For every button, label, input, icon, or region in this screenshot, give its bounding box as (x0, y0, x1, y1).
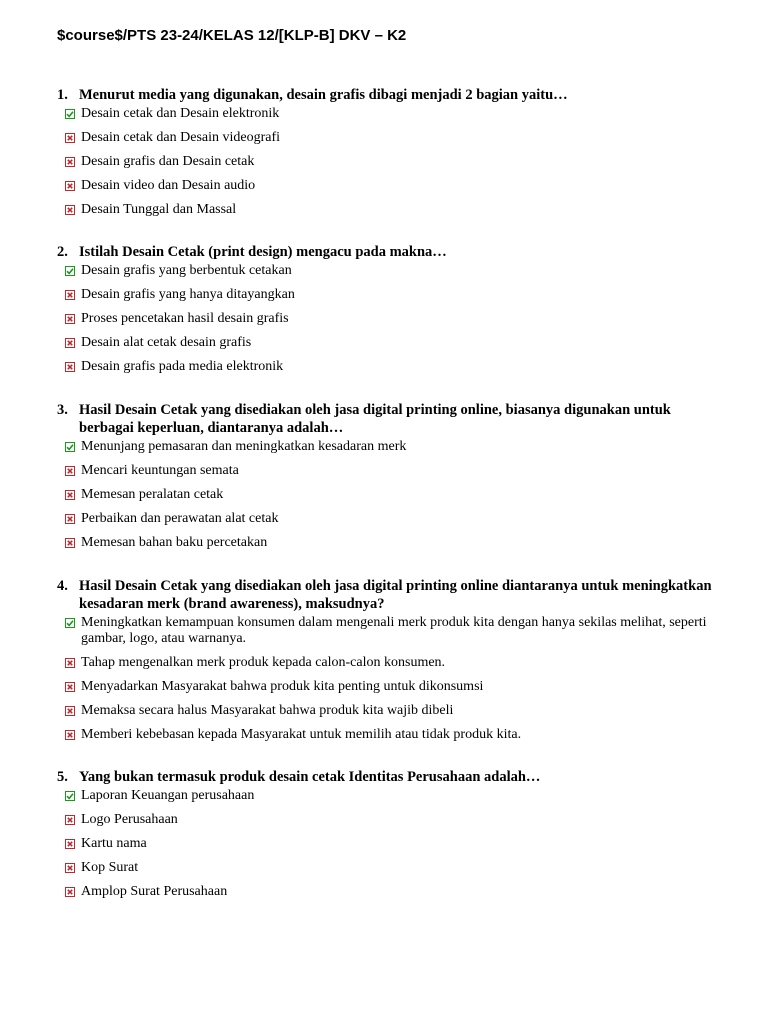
option-item (65, 106, 717, 122)
cross-icon (65, 887, 75, 897)
option-text: Logo Perusahaan (81, 812, 178, 827)
question-heading (57, 401, 717, 437)
cross-icon (65, 815, 75, 825)
cross-icon (65, 682, 75, 692)
cross-icon (65, 466, 75, 476)
option-text: Desain grafis yang hanya ditayangkan (81, 287, 295, 302)
option-text: Laporan Keuangan perusahaan (81, 788, 255, 803)
option-list (57, 788, 717, 900)
option-item (65, 178, 717, 194)
cross-icon (65, 706, 75, 716)
question-number: 5. (57, 769, 68, 785)
option-item (65, 130, 717, 146)
question-text: Hasil Desain Cetak yang disediakan oleh jasa digital printing online diantaranya untuk meningkatkan kesadaran merk (brand awareness), maksudnya? (79, 578, 712, 612)
option-text: Memberi kebebasan kepada Masyarakat untuk memilih atau tidak produk kita. (81, 727, 522, 742)
option-item (65, 439, 717, 455)
option-item (65, 727, 717, 743)
cross-icon (65, 314, 75, 324)
question-text: Hasil Desain Cetak yang disediakan oleh jasa digital printing online, biasanya digunakan untuk berbagai keperluan, diantaranya adalah… (79, 402, 671, 436)
option-item (65, 655, 717, 671)
option-item (65, 812, 717, 828)
question-number: 3. (57, 402, 68, 418)
question-1 (57, 86, 717, 226)
option-text: Tahap mengenalkan merk produk kepada calon-calon konsumen. (81, 655, 446, 670)
check-icon (65, 618, 75, 628)
cross-icon (65, 730, 75, 740)
question-number: 2. (57, 244, 68, 260)
option-text: Memesan peralatan cetak (81, 487, 224, 502)
option-text: Menunjang pemasaran dan meningkatkan kesadaran merk (81, 439, 407, 454)
option-item (65, 463, 717, 479)
cross-icon (65, 338, 75, 348)
option-item (65, 311, 717, 327)
check-icon (65, 442, 75, 452)
option-text: Perbaikan dan perawatan alat cetak (81, 511, 279, 526)
cross-icon (65, 490, 75, 500)
option-item (65, 679, 717, 695)
option-item (65, 487, 717, 503)
option-item (65, 836, 717, 852)
option-text: Desain Tunggal dan Massal (81, 202, 237, 217)
option-item (65, 263, 717, 279)
option-text: Desain grafis dan Desain cetak (81, 154, 255, 169)
option-item (65, 154, 717, 170)
cross-icon (65, 863, 75, 873)
option-item (65, 511, 717, 527)
option-item (65, 884, 717, 900)
question-4 (57, 577, 717, 751)
question-heading (57, 768, 717, 786)
question-3 (57, 401, 717, 559)
option-item (65, 703, 717, 719)
question-2 (57, 243, 717, 383)
question-text: Yang bukan termasuk produk desain cetak Identitas Perusahaan adalah… (79, 769, 541, 785)
cross-icon (65, 133, 75, 143)
cross-icon (65, 181, 75, 191)
option-text: Desain cetak dan Desain videografi (81, 130, 281, 145)
option-text: Meningkatkan kemampuan konsumen dalam mengenali merk produk kita dengan hanya sekilas melihat, seperti gambar, logo, atau warnanya. (81, 615, 707, 646)
option-text: Kop Surat (81, 860, 139, 875)
option-text: Desain alat cetak desain grafis (81, 335, 252, 350)
cross-icon (65, 839, 75, 849)
option-list (57, 615, 717, 743)
question-heading (57, 86, 717, 104)
option-text: Mencari keuntungan semata (81, 463, 239, 478)
check-icon (65, 109, 75, 119)
option-text: Amplop Surat Perusahaan (81, 884, 228, 899)
option-item (65, 335, 717, 351)
option-item (65, 202, 717, 218)
option-text: Desain grafis pada media elektronik (81, 359, 284, 374)
question-text: Istilah Desain Cetak (print design) mengacu pada makna… (79, 244, 447, 260)
option-text: Menyadarkan Masyarakat bahwa produk kita penting untuk dikonsumsi (81, 679, 484, 694)
option-item (65, 860, 717, 876)
option-text: Proses pencetakan hasil desain grafis (81, 311, 289, 326)
question-heading (57, 243, 717, 261)
option-text: Kartu nama (81, 836, 147, 851)
cross-icon (65, 514, 75, 524)
option-text: Desain cetak dan Desain elektronik (81, 106, 280, 121)
cross-icon (65, 658, 75, 668)
option-text: Memaksa secara halus Masyarakat bahwa produk kita wajib dibeli (81, 703, 454, 718)
option-item (65, 615, 717, 647)
option-text: Desain grafis yang berbentuk cetakan (81, 263, 292, 278)
question-text: Menurut media yang digunakan, desain grafis dibagi menjadi 2 bagian yaitu… (79, 87, 568, 103)
page-title: $course$/PTS 23-24/KELAS 12/[KLP-B] DKV – K2 (57, 27, 407, 44)
option-text: Desain video dan Desain audio (81, 178, 256, 193)
question-5 (57, 768, 717, 908)
check-icon (65, 791, 75, 801)
question-number: 1. (57, 87, 68, 103)
option-text: Memesan bahan baku percetakan (81, 535, 268, 550)
option-item (65, 359, 717, 375)
option-list (57, 439, 717, 551)
check-icon (65, 266, 75, 276)
cross-icon (65, 205, 75, 215)
option-item (65, 287, 717, 303)
option-item (65, 535, 717, 551)
question-number: 4. (57, 578, 68, 594)
option-item (65, 788, 717, 804)
option-list (57, 106, 717, 218)
cross-icon (65, 362, 75, 372)
cross-icon (65, 538, 75, 548)
cross-icon (65, 290, 75, 300)
cross-icon (65, 157, 75, 167)
option-list (57, 263, 717, 375)
question-heading (57, 577, 717, 613)
